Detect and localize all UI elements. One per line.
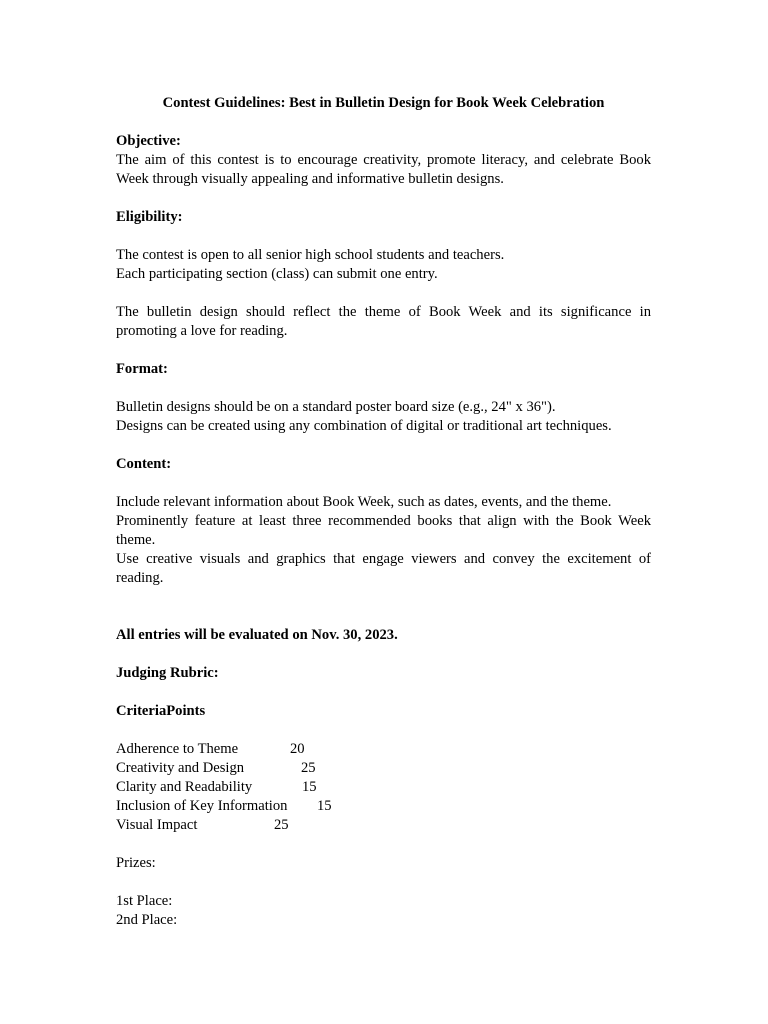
rubric-criteria: Adherence to Theme xyxy=(116,741,239,757)
rubric-heading: Judging Rubric: xyxy=(116,665,219,681)
rubric-row xyxy=(116,797,651,816)
eligibility-theme-paragraph: The bulletin design should reflect the theme of Book Week and its significance in promoting a love for reading. xyxy=(116,304,651,339)
format-heading: Format: xyxy=(116,361,168,377)
eligibility-line-1: The contest is open to all senior high school students and teachers. xyxy=(116,247,505,263)
rubric-points: 15 xyxy=(317,798,332,814)
rubric-points: 20 xyxy=(290,741,305,757)
document-title: Contest Guidelines: Best in Bulletin Design for Book Week Celebration xyxy=(162,95,605,111)
evaluation-note: All entries will be evaluated on Nov. 30, 2023. xyxy=(116,627,398,643)
document-page xyxy=(116,94,651,930)
rubric-header-criteria: Criteria xyxy=(116,703,167,719)
content-line-2: Prominently feature at least three recommended books that align with the Book Week theme. xyxy=(116,513,651,548)
rubric-criteria: Inclusion of Key Information xyxy=(116,798,288,814)
content-line-1: Include relevant information about Book Week, such as dates, events, and the theme. xyxy=(116,494,612,510)
eligibility-heading: Eligibility: xyxy=(116,209,183,225)
rubric-points: 25 xyxy=(301,760,316,776)
format-line-2: Designs can be created using any combination of digital or traditional art techniques. xyxy=(116,418,612,434)
rubric-points: 25 xyxy=(274,817,289,833)
rubric-points: 15 xyxy=(302,779,317,795)
prize-second-place: 2nd Place: xyxy=(116,912,178,928)
rubric-row xyxy=(116,816,651,835)
objective-text: The aim of this contest is to encourage creativity, promote literacy, and celebrate Book Week through visually appealing and informative bulletin designs. xyxy=(116,152,651,187)
content-heading: Content: xyxy=(116,456,172,472)
rubric-criteria: Creativity and Design xyxy=(116,760,245,776)
content-line-3: Use creative visuals and graphics that engage viewers and convey the excitement of reading. xyxy=(116,551,651,586)
rubric-row xyxy=(116,778,651,797)
rubric-criteria: Visual Impact xyxy=(116,817,198,833)
rubric-row xyxy=(116,740,651,759)
format-line-1: Bulletin designs should be on a standard poster board size (e.g., 24" x 36"). xyxy=(116,399,556,415)
rubric-criteria: Clarity and Readability xyxy=(116,779,253,795)
objective-heading: Objective: xyxy=(116,133,181,149)
rubric-header-points: Points xyxy=(166,703,206,719)
prize-first-place: 1st Place: xyxy=(116,893,173,909)
rubric-header xyxy=(116,702,651,721)
prizes-heading: Prizes: xyxy=(116,855,156,871)
rubric-row xyxy=(116,759,651,778)
eligibility-line-2: Each participating section (class) can submit one entry. xyxy=(116,266,438,282)
